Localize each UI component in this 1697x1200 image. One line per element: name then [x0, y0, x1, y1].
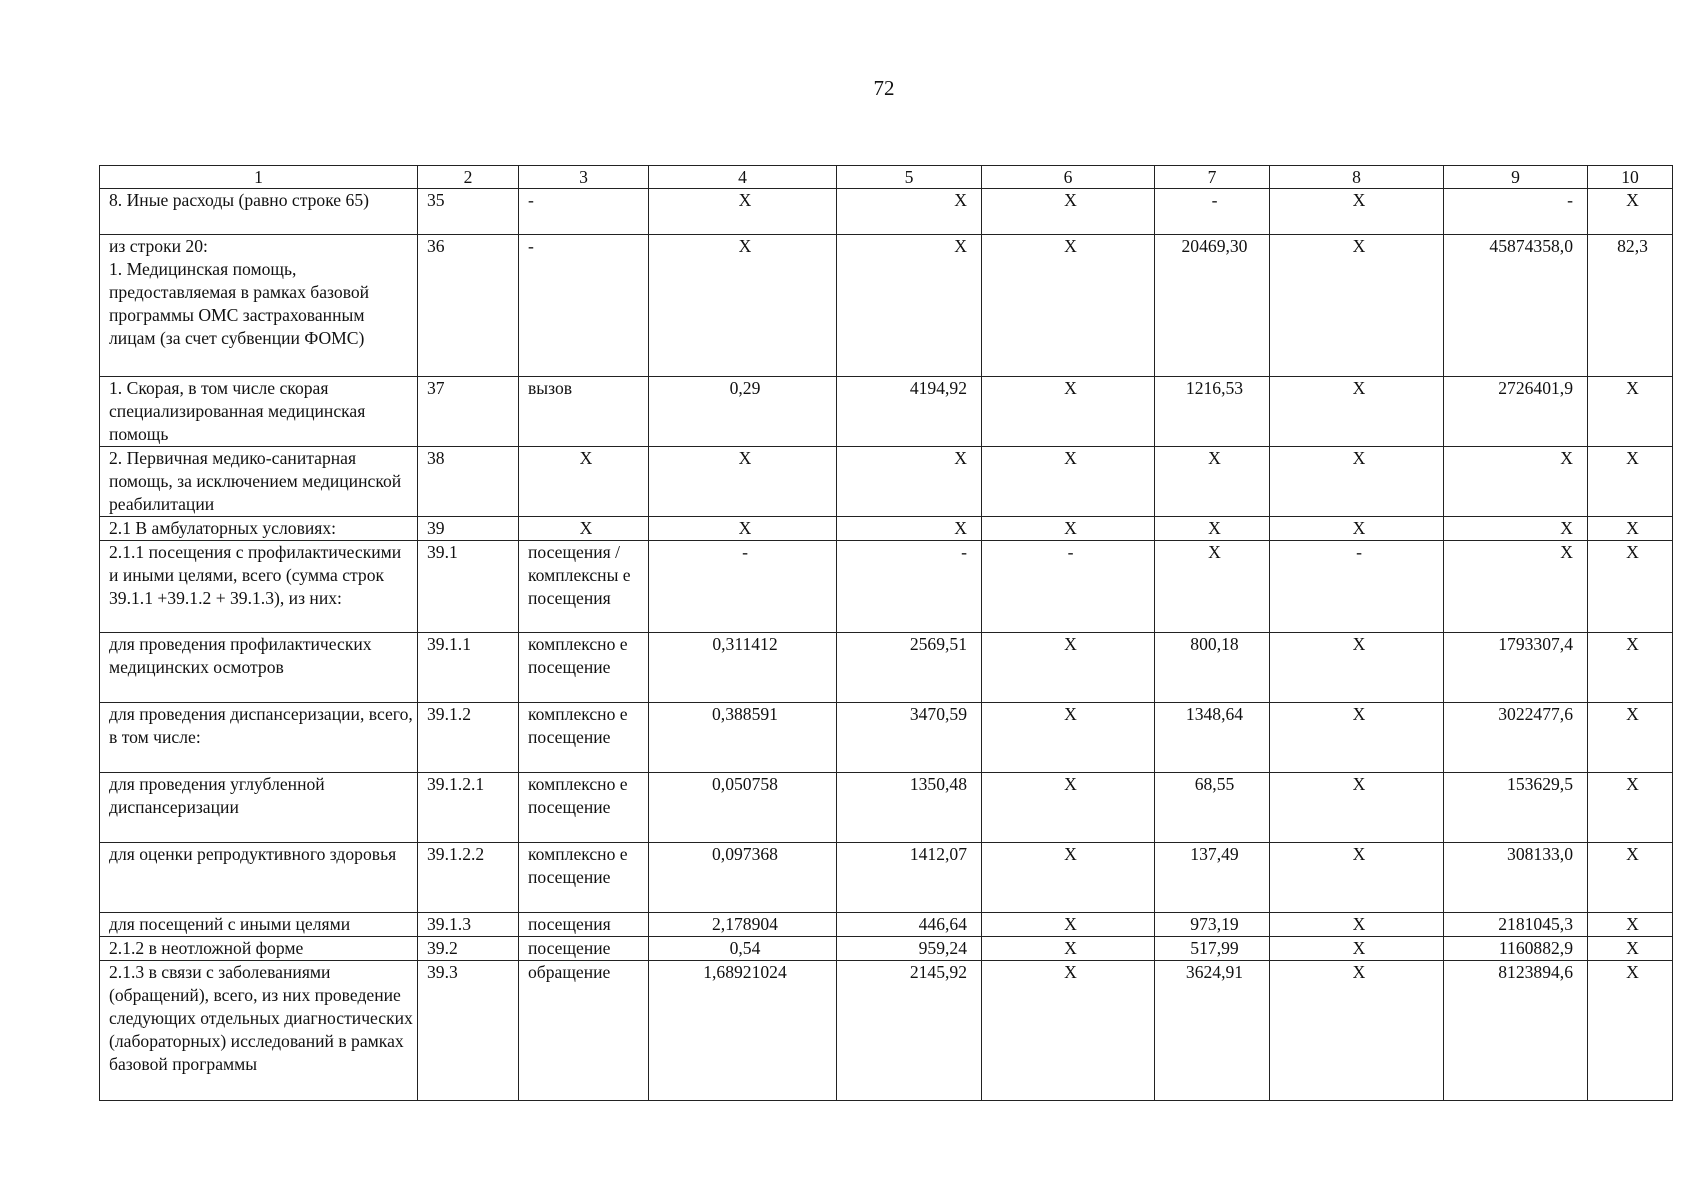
cell-col-6: X [982, 447, 1155, 517]
data-table [99, 165, 1673, 1101]
cell-col-8: X [1270, 703, 1444, 773]
row-code-cell: 35 [418, 189, 519, 235]
cell-col-9: 153629,5 [1444, 773, 1588, 843]
row-code-cell: 37 [418, 377, 519, 447]
row-name-cell: 2.1.2 в неотложной форме [100, 937, 418, 961]
header-cell: 10 [1588, 166, 1673, 189]
cell-col-9: 45874358,0 [1444, 235, 1588, 377]
row-unit-cell: посещения / комплексны е посещения [519, 541, 649, 633]
cell-col-10: X [1588, 377, 1673, 447]
page-number: 72 [873, 76, 895, 100]
row-name-cell: 2.1.1 посещения с профилактическими и иными целями, всего (сумма строк 39.1.1 +39.1.2 + 39.1.3), из них: [100, 541, 418, 633]
cell-col-6: X [982, 703, 1155, 773]
cell-col-8: X [1270, 447, 1444, 517]
table-row [100, 517, 1673, 541]
cell-col-9: 1793307,4 [1444, 633, 1588, 703]
row-code-cell: 39.3 [418, 961, 519, 1101]
row-unit-cell: - [519, 235, 649, 377]
cell-col-8: - [1270, 541, 1444, 633]
cell-col-4: 2,178904 [649, 913, 837, 937]
table-row [100, 937, 1673, 961]
cell-col-4: 0,29 [649, 377, 837, 447]
cell-col-7: X [1155, 517, 1270, 541]
row-name-cell: для проведения профилактических медицинских осмотров [100, 633, 418, 703]
row-code-cell: 39.1.2.1 [418, 773, 519, 843]
cell-col-5: 2145,92 [837, 961, 982, 1101]
cell-col-5: 446,64 [837, 913, 982, 937]
cell-col-9: 2726401,9 [1444, 377, 1588, 447]
cell-col-7: 1216,53 [1155, 377, 1270, 447]
table-row [100, 703, 1673, 773]
row-code-cell: 36 [418, 235, 519, 377]
cell-col-6: X [982, 913, 1155, 937]
cell-col-7: 800,18 [1155, 633, 1270, 703]
cell-col-7: 3624,91 [1155, 961, 1270, 1101]
cell-col-7: 20469,30 [1155, 235, 1270, 377]
cell-col-7: 137,49 [1155, 843, 1270, 913]
cell-col-4: X [649, 517, 837, 541]
cell-col-5: 4194,92 [837, 377, 982, 447]
row-code-cell: 39 [418, 517, 519, 541]
row-name-cell: для посещений с иными целями [100, 913, 418, 937]
cell-col-4: X [649, 447, 837, 517]
row-unit-cell: X [519, 517, 649, 541]
cell-col-7: 68,55 [1155, 773, 1270, 843]
row-unit-cell: вызов [519, 377, 649, 447]
cell-col-10: X [1588, 633, 1673, 703]
cell-col-5: 1350,48 [837, 773, 982, 843]
cell-col-10: X [1588, 961, 1673, 1101]
cell-col-8: X [1270, 937, 1444, 961]
row-unit-cell: комплексно е посещение [519, 773, 649, 843]
cell-col-9: - [1444, 189, 1588, 235]
cell-col-5: 959,24 [837, 937, 982, 961]
row-code-cell: 39.1.2.2 [418, 843, 519, 913]
row-code-cell: 39.1.3 [418, 913, 519, 937]
row-unit-cell: комплексно е посещение [519, 703, 649, 773]
row-name-cell: для проведения диспансеризации, всего, в том числе: [100, 703, 418, 773]
cell-col-4: X [649, 189, 837, 235]
cell-col-8: X [1270, 913, 1444, 937]
table-row [100, 541, 1673, 633]
cell-col-5: X [837, 517, 982, 541]
cell-col-10: X [1588, 189, 1673, 235]
header-cell: 4 [649, 166, 837, 189]
cell-col-9: X [1444, 541, 1588, 633]
cell-col-5: 3470,59 [837, 703, 982, 773]
cell-col-6: X [982, 633, 1155, 703]
header-cell: 5 [837, 166, 982, 189]
row-unit-cell: X [519, 447, 649, 517]
cell-col-7: 973,19 [1155, 913, 1270, 937]
row-name-cell: 2.1 В амбулаторных условиях: [100, 517, 418, 541]
row-name-cell: 8. Иные расходы (равно строке 65) [100, 189, 418, 235]
row-name-cell: 1. Скорая, в том числе скорая специализированная медицинская помощь [100, 377, 418, 447]
row-unit-cell: комплексно е посещение [519, 843, 649, 913]
cell-col-9: 308133,0 [1444, 843, 1588, 913]
cell-col-6: - [982, 541, 1155, 633]
row-code-cell: 39.1 [418, 541, 519, 633]
cell-col-9: X [1444, 517, 1588, 541]
row-name-cell: для оценки репродуктивного здоровья [100, 843, 418, 913]
row-code-cell: 39.1.1 [418, 633, 519, 703]
cell-col-9: 8123894,6 [1444, 961, 1588, 1101]
table-row [100, 633, 1673, 703]
cell-col-6: X [982, 189, 1155, 235]
cell-col-8: X [1270, 773, 1444, 843]
row-name-cell: для проведения углубленной диспансеризации [100, 773, 418, 843]
cell-col-8: X [1270, 633, 1444, 703]
cell-col-6: X [982, 773, 1155, 843]
cell-col-7: X [1155, 447, 1270, 517]
cell-col-7: 517,99 [1155, 937, 1270, 961]
cell-col-8: X [1270, 189, 1444, 235]
row-unit-cell: - [519, 189, 649, 235]
table-row [100, 913, 1673, 937]
header-cell: 1 [100, 166, 418, 189]
row-name-cell: из строки 20: 1. Медицинская помощь, предоставляемая в рамках базовой программы ОМС застрахованным лицам (за счет субвенции ФОМС) [100, 235, 418, 377]
row-code-cell: 39.2 [418, 937, 519, 961]
row-name-cell: 2.1.3 в связи с заболеваниями (обращений), всего, из них проведение следующих отдельных диагностических (лабораторных) исследований в рамках базовой программы [100, 961, 418, 1101]
header-cell: 9 [1444, 166, 1588, 189]
cell-col-5: X [837, 235, 982, 377]
cell-col-4: 0,388591 [649, 703, 837, 773]
cell-col-10: X [1588, 773, 1673, 843]
cell-col-10: X [1588, 517, 1673, 541]
row-unit-cell: посещение [519, 937, 649, 961]
table-row [100, 235, 1673, 377]
row-unit-cell: посещения [519, 913, 649, 937]
cell-col-9: X [1444, 447, 1588, 517]
cell-col-4: X [649, 235, 837, 377]
cell-col-6: X [982, 937, 1155, 961]
cell-col-8: X [1270, 517, 1444, 541]
cell-col-5: 1412,07 [837, 843, 982, 913]
table-row [100, 773, 1673, 843]
header-cell: 3 [519, 166, 649, 189]
cell-col-10: X [1588, 447, 1673, 517]
cell-col-7: X [1155, 541, 1270, 633]
cell-col-6: X [982, 235, 1155, 377]
cell-col-4: 1,68921024 [649, 961, 837, 1101]
header-cell: 7 [1155, 166, 1270, 189]
header-row [100, 166, 1673, 189]
header-cell: 2 [418, 166, 519, 189]
row-unit-cell: комплексно е посещение [519, 633, 649, 703]
cell-col-10: X [1588, 843, 1673, 913]
cell-col-10: 82,3 [1588, 235, 1673, 377]
cell-col-6: X [982, 517, 1155, 541]
cell-col-9: 2181045,3 [1444, 913, 1588, 937]
table-row [100, 961, 1673, 1101]
cell-col-8: X [1270, 843, 1444, 913]
cell-col-7: - [1155, 189, 1270, 235]
cell-col-6: X [982, 961, 1155, 1101]
cell-col-5: X [837, 189, 982, 235]
cell-col-7: 1348,64 [1155, 703, 1270, 773]
header-cell: 6 [982, 166, 1155, 189]
cell-col-8: X [1270, 961, 1444, 1101]
row-name-cell: 2. Первичная медико-санитарная помощь, за исключением медицинской реабилитации [100, 447, 418, 517]
cell-col-10: X [1588, 913, 1673, 937]
cell-col-4: - [649, 541, 837, 633]
cell-col-9: 1160882,9 [1444, 937, 1588, 961]
table-row [100, 377, 1673, 447]
cell-col-4: 0,050758 [649, 773, 837, 843]
cell-col-6: X [982, 843, 1155, 913]
cell-col-4: 0,097368 [649, 843, 837, 913]
cell-col-9: 3022477,6 [1444, 703, 1588, 773]
cell-col-5: - [837, 541, 982, 633]
cell-col-8: X [1270, 377, 1444, 447]
table-row [100, 189, 1673, 235]
row-unit-cell: обращение [519, 961, 649, 1101]
cell-col-4: 0,311412 [649, 633, 837, 703]
table-row [100, 447, 1673, 517]
cell-col-5: X [837, 447, 982, 517]
cell-col-5: 2569,51 [837, 633, 982, 703]
cell-col-10: X [1588, 703, 1673, 773]
row-code-cell: 39.1.2 [418, 703, 519, 773]
table-row [100, 843, 1673, 913]
header-cell: 8 [1270, 166, 1444, 189]
cell-col-6: X [982, 377, 1155, 447]
row-code-cell: 38 [418, 447, 519, 517]
cell-col-8: X [1270, 235, 1444, 377]
cell-col-4: 0,54 [649, 937, 837, 961]
cell-col-10: X [1588, 541, 1673, 633]
cell-col-10: X [1588, 937, 1673, 961]
